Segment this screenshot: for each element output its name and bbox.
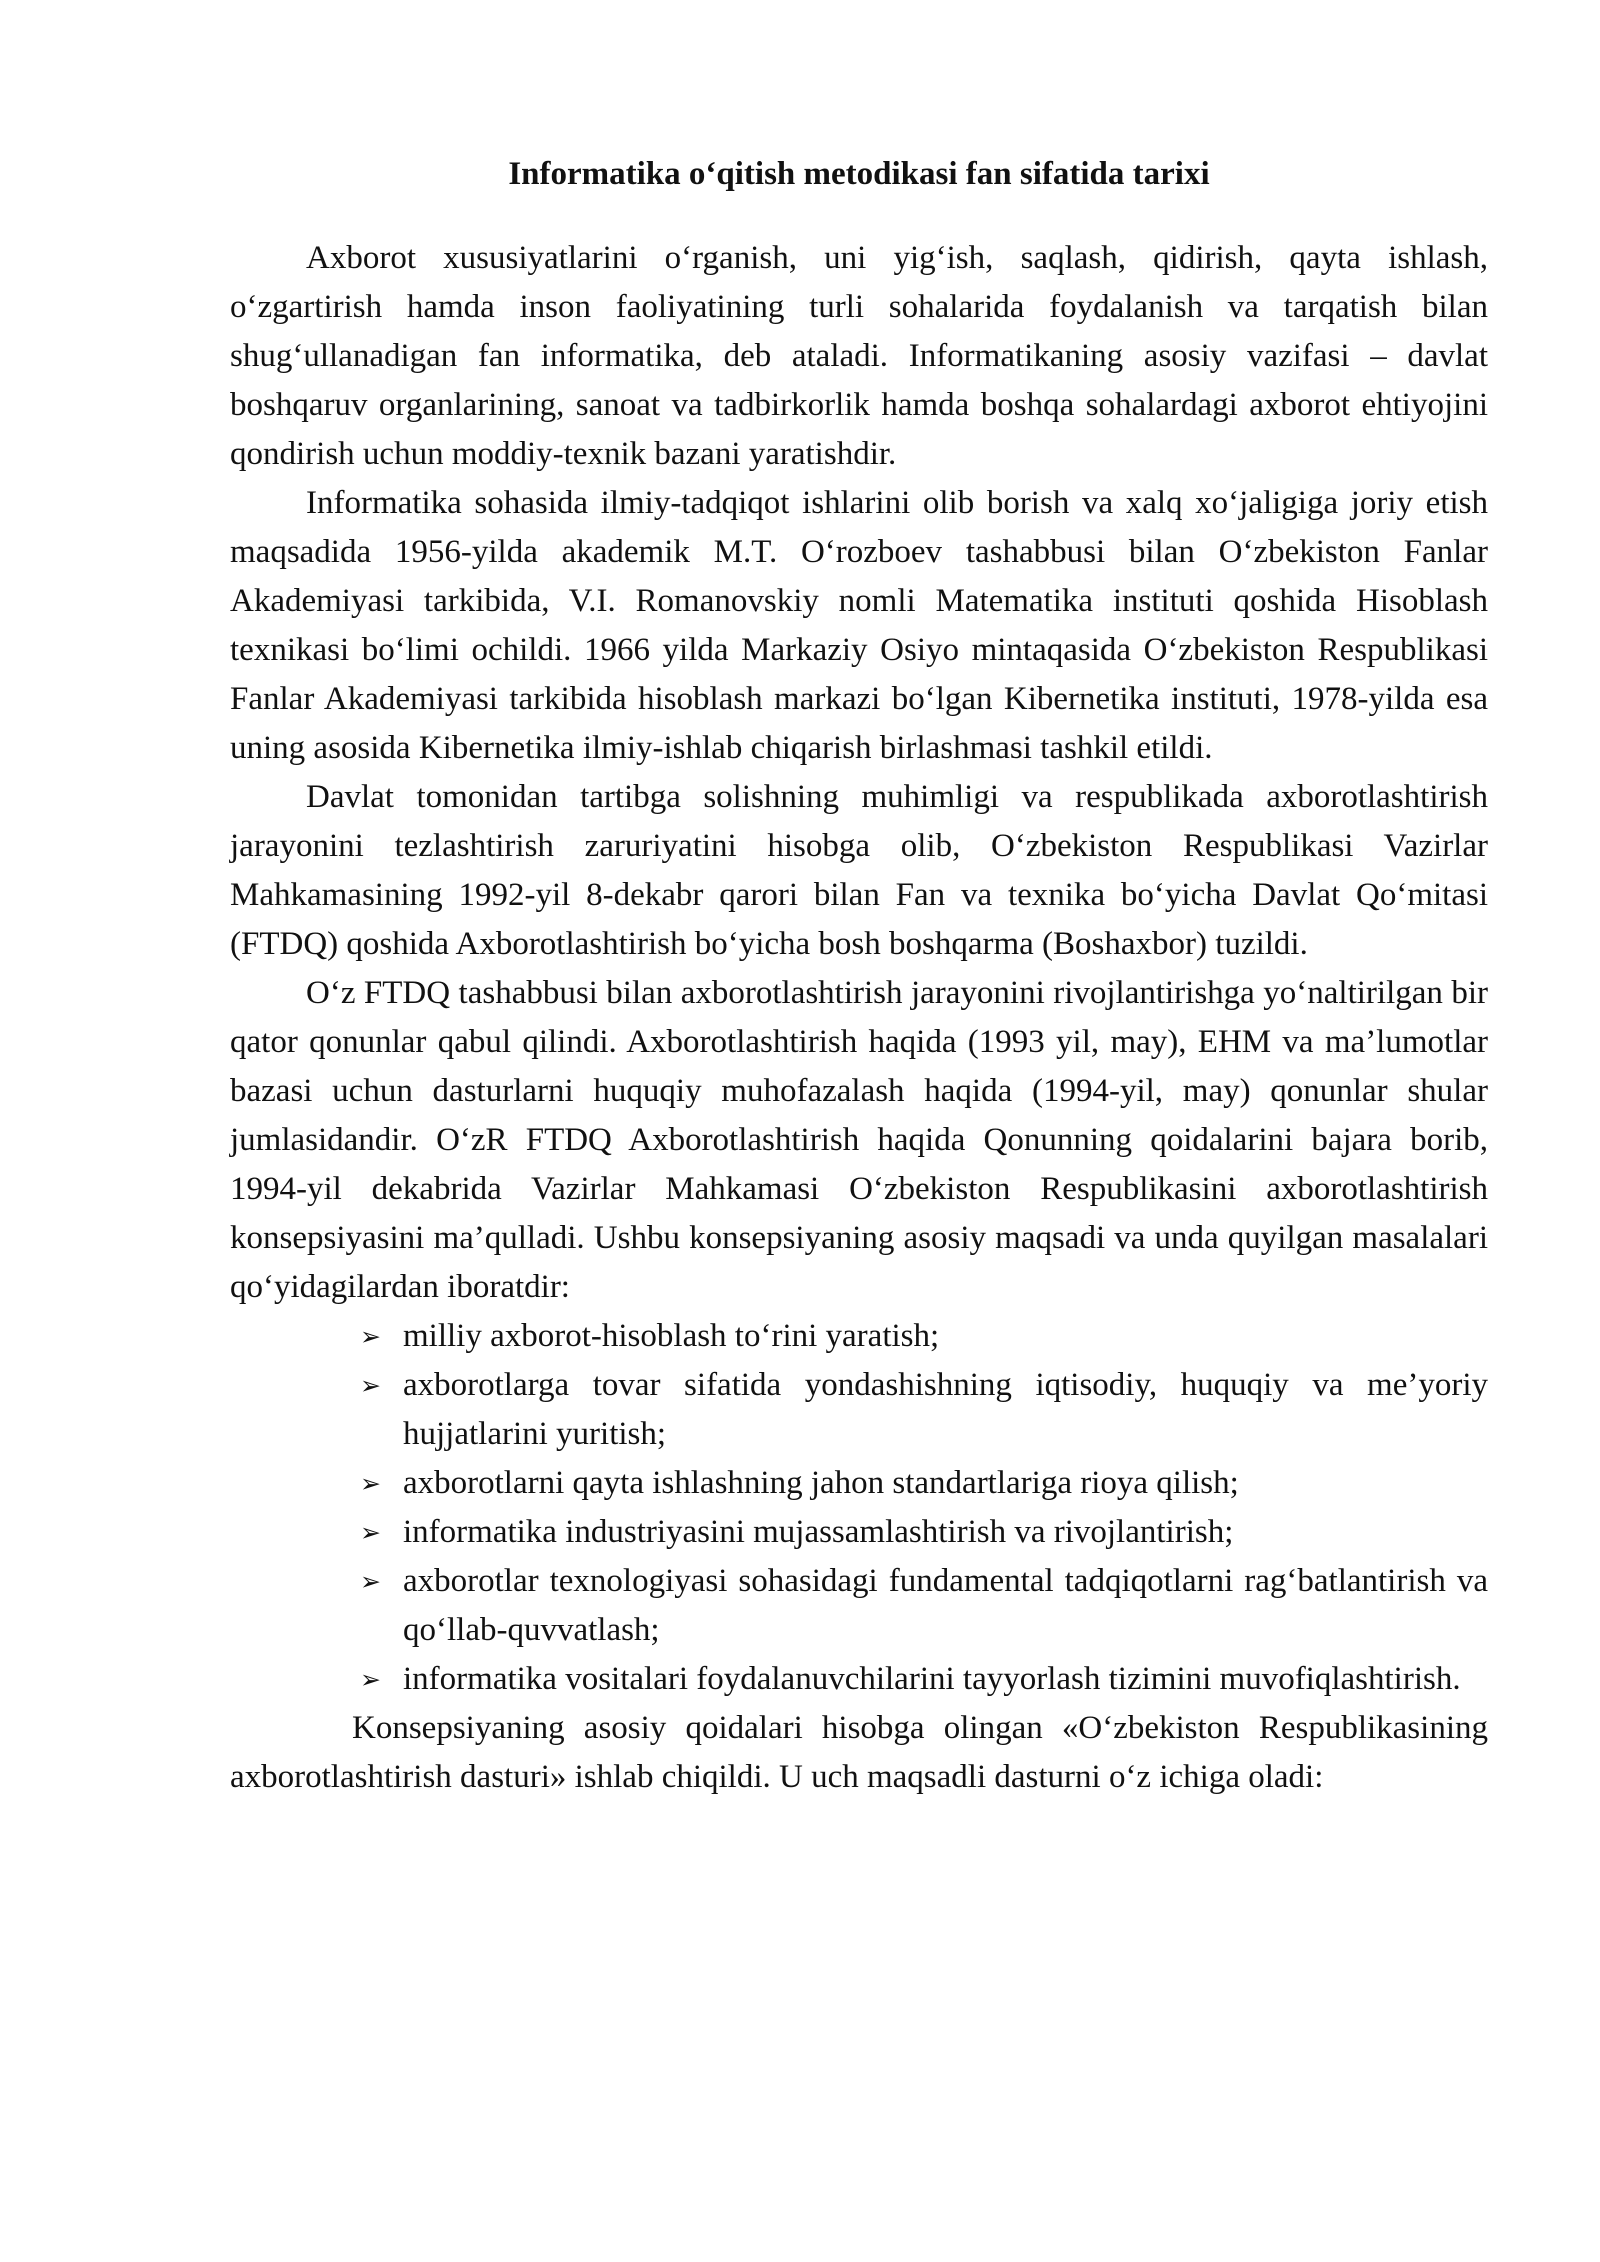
arrowhead-right-icon: ➢	[360, 1518, 381, 1547]
list-item-text: informatika vositalari foydalanuvchilarini tayyorlash tizimini muvofiqlashtirish.	[403, 1661, 1461, 1697]
arrowhead-right-icon: ➢	[360, 1371, 381, 1400]
paragraph-history: Informatika sohasida ilmiy-tadqiqot ishlarini olib borish va xalq xo‘jaligiga joriy etish maqsadida 1956-yilda akademik M.T. O‘rozboev tashabbusi bilan O‘zbekiston Fanlar Akademiyasi tarkibida, V.I. Romanovskiy nomli Matematika instituti qoshida Hisoblash texnikasi bo‘limi ochildi. 1966 yilda Markaziy Osiyo mintaqasida O‘zbekiston Respublikasi Fanlar Akademiyasi tarkibida hisoblash markazi bo‘lgan Kibernetika instituti, 1978-yilda esa uning asosida Kibernetika ilmiy-ishlab chiqarish birlashmasi tashkil etildi.	[230, 485, 1488, 766]
list-item	[357, 1557, 1488, 1655]
paragraph-program: Konsepsiyaning asosiy qoidalari hisobga olingan «O‘zbekiston Respublikasining axborotlashtirish dasturi» ishlab chiqildi. U uch maqsadli dasturni o‘z ichiga oladi:	[230, 1710, 1488, 1795]
list-item	[357, 1655, 1488, 1704]
document-page	[230, 150, 1488, 1802]
list-item-text: axborotlarni qayta ishlashning jahon standartlariga rioya qilish;	[403, 1465, 1239, 1501]
list-item	[357, 1508, 1488, 1557]
list-item-text: axborotlar texnologiyasi sohasidagi fundamental tadqiqotlarni rag‘batlantirish va qo‘llab-quvvatlash;	[403, 1563, 1488, 1648]
list-item-text: informatika industriyasini mujassamlashtirish va rivojlantirish;	[403, 1514, 1234, 1550]
paragraph-laws: O‘z FTDQ tashabbusi bilan axborotlashtirish jarayonini rivojlantirishga yo‘naltirilgan bir qator qonunlar qabul qilindi. Axborotlashtirish haqida (1993 yil, may), EHM va ma’lumotlar bazasi uchun dasturlarni huquqiy muhofazalash haqida (1994-yil, may) qonunlar shular jumlasidandir. O‘zR FTDQ Axborotlashtirish haqida Qonunning qoidalarini bajara borib, 1994-yil dekabrida Vazirlar Mahkamasi O‘zbekiston Respublikasini axborotlashtirish konsepsiyasini ma’qulladi. Ushbu konsepsiyaning asosiy maqsadi va unda quyilgan masalalari qo‘yidagilardan iboratdir:	[230, 975, 1488, 1305]
list-item-text: axborotlarga tovar sifatida yondashishning iqtisodiy, huquqiy va me’yoriy hujjatlarini yuritish;	[403, 1367, 1488, 1452]
arrowhead-right-icon: ➢	[360, 1567, 381, 1596]
arrowhead-right-icon: ➢	[360, 1469, 381, 1498]
arrowhead-right-icon: ➢	[360, 1665, 381, 1694]
arrowhead-right-icon: ➢	[360, 1322, 381, 1351]
list-item-text: milliy axborot-hisoblash to‘rini yaratish;	[403, 1318, 940, 1354]
concept-goals-list	[230, 1312, 1488, 1704]
document-title: Informatika o‘qitish metodikasi fan sifatida tarixi	[508, 156, 1210, 192]
paragraph-regulation: Davlat tomonidan tartibga solishning muhimligi va respublikada axborotlashtirish jarayonini tezlashtirish zaruriyatini hisobga olib, O‘zbekiston Respublikasi Vazirlar Mahkamasining 1992-yil 8-dekabr qarori bilan Fan va texnika bo‘yicha Davlat Qo‘mitasi (FTDQ) qoshida Axborotlashtirish bo‘yicha bosh boshqarma (Boshaxbor) tuzildi.	[230, 779, 1488, 962]
list-item	[357, 1361, 1488, 1459]
list-item	[357, 1312, 1488, 1361]
paragraph-definition: Axborot xususiyatlarini o‘rganish, uni yig‘ish, saqlash, qidirish, qayta ishlash, o‘zgartirish hamda inson faoliyatining turli sohalarida foydalanish va tarqatish bilan shug‘ullanadigan fan informatika, deb ataladi. Informatikaning asosiy vazifasi – davlat boshqaruv organlarining, sanoat va tadbirkorlik hamda boshqa sohalardagi axborot ehtiyojini qondirish uchun moddiy-texnik bazani yaratishdir.	[230, 240, 1488, 472]
list-item	[357, 1459, 1488, 1508]
